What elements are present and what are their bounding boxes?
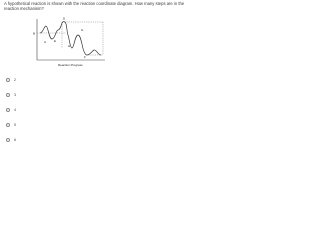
label-a: A <box>44 40 47 44</box>
energy-curve <box>40 22 101 55</box>
label-h: H <box>68 44 71 48</box>
option-4[interactable] <box>6 107 16 112</box>
label-d: D <box>63 16 66 21</box>
radio-button[interactable] <box>6 78 10 82</box>
option-2[interactable] <box>6 77 16 82</box>
option-label: 6 <box>14 137 16 142</box>
label-e: E <box>54 39 57 43</box>
radio-button[interactable] <box>6 123 10 127</box>
option-3[interactable] <box>6 92 16 97</box>
radio-button[interactable] <box>6 93 10 97</box>
label-b: B <box>33 31 36 36</box>
label-f: F <box>84 55 86 59</box>
radio-button[interactable] <box>6 138 10 142</box>
question-text: A hypothetical reaction is shown with the reaction coordinate diagram. How many steps are in the reaction mechanism? <box>4 1 185 12</box>
option-label: 4 <box>14 107 16 112</box>
option-label: 3 <box>14 92 16 97</box>
x-axis-label: Reaction Progress <box>58 63 83 67</box>
option-6[interactable] <box>6 137 16 142</box>
label-g: G <box>81 28 84 32</box>
option-5[interactable] <box>6 122 16 127</box>
option-label: 2 <box>14 77 16 82</box>
option-label: 5 <box>14 122 16 127</box>
reaction-coordinate-diagram <box>0 0 200 147</box>
radio-button[interactable] <box>6 108 10 112</box>
